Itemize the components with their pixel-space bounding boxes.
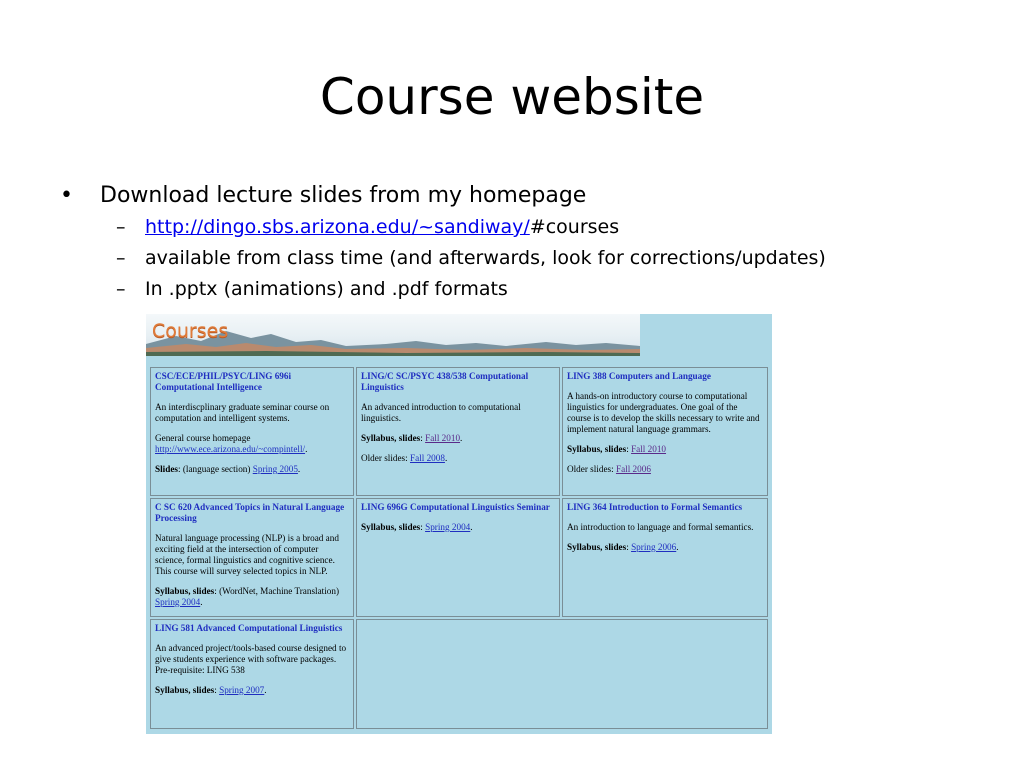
dash-marker: – <box>116 278 126 300</box>
course-syllabus: Syllabus, slides: Fall 2010. <box>360 433 463 443</box>
course-cell <box>150 498 354 617</box>
course-title[interactable]: LING 364 Introduction to Formal Semantics <box>566 502 743 512</box>
course-slides: Slides: (language section) Spring 2005. <box>155 464 301 474</box>
syllabus-label: Syllabus, slides <box>566 542 627 552</box>
course-older-slides <box>567 464 763 475</box>
syllabus-label: Syllabus, slides <box>155 685 215 695</box>
bullet-item <box>60 180 826 212</box>
course-cell <box>356 498 560 617</box>
course-title[interactable]: LING 388 Computers and Language <box>566 371 711 381</box>
syllabus-link[interactable]: Spring 2006 <box>631 542 677 552</box>
course-description <box>155 643 349 676</box>
course-syllabus: Syllabus, slides: Spring 2006. <box>566 542 679 552</box>
course-title[interactable]: C SC 620 Advanced Topics in Natural Language Processing <box>155 502 345 523</box>
slides-link[interactable]: Spring 2005 <box>252 464 298 474</box>
course-title[interactable]: CSC/ECE/PHIL/PSYC/LING 696i Computational Intelligence <box>155 371 292 392</box>
course-homepage-link[interactable]: http://www.ece.arizona.edu/~compintell/ <box>155 444 306 454</box>
syllabus-label: Syllabus, slides <box>155 586 215 596</box>
course-description: A hands-on introductory course to computational linguistics for undergraduates. One goal of the course is to develop the skills necessary to write and implement natural language grammars. <box>566 391 760 434</box>
courses-table <box>148 365 770 731</box>
course-cell <box>150 367 354 496</box>
syllabus-note: : (WordNet, Machine Translation) <box>214 586 340 596</box>
course-cell <box>562 367 768 496</box>
course-title[interactable]: LING/C SC/PSYC 438/538 Computational Linguistics <box>360 371 529 392</box>
course-cell <box>150 619 354 729</box>
sub-bullet-item <box>60 274 826 305</box>
older-slides-link[interactable]: Fall 2008 <box>409 453 445 463</box>
slide-title: Course website <box>319 68 705 126</box>
bullet-list <box>60 180 826 305</box>
bullet-text: Download lecture slides from my homepage <box>100 183 587 208</box>
course-cell <box>356 367 560 496</box>
course-prerequisite: Pre-requisite: LING 538 <box>155 665 245 675</box>
course-title[interactable]: LING 696G Computational Linguistics Seminar <box>360 502 550 512</box>
dash-marker: – <box>116 247 126 269</box>
syllabus-label: Syllabus, slides <box>566 444 627 454</box>
course-description: An introduction to language and formal semantics. <box>566 522 754 532</box>
sub-bullet-item <box>60 212 826 243</box>
slides-note: : (language section) <box>177 464 253 474</box>
older-slides-label: Older slides: <box>360 453 410 463</box>
course-description: Natural language processing (NLP) is a broad and exciting field at the intersection of computer science, formal linguistics and cognitive science. This course will survey selected topics in NLP. <box>155 533 339 576</box>
bullet-dot: • <box>60 183 73 208</box>
course-description: An advanced introduction to computational linguistics. <box>360 402 521 423</box>
empty-cell <box>356 619 768 729</box>
older-slides-link[interactable]: Fall 2006 <box>615 464 651 474</box>
course-syllabus: Syllabus, slides: Spring 2004. <box>360 522 473 532</box>
course-syllabus: Syllabus, slides: (WordNet, Machine Translation) Spring 2004. <box>155 586 340 607</box>
homepage-link[interactable]: http://dingo.sbs.arizona.edu/~sandiway/ <box>145 216 530 238</box>
older-slides-label: Older slides: <box>566 464 616 474</box>
syllabus-link[interactable]: Fall 2010 <box>631 444 667 454</box>
course-title[interactable]: LING 581 Advanced Computational Linguistics <box>155 623 343 633</box>
anchor-text: #courses <box>529 216 620 238</box>
course-description-text: An advanced project/tools-based course designed to give students experience with software packages. <box>155 643 347 664</box>
slides-label: Slides <box>155 464 178 474</box>
course-homepage: General course homepage http://www.ece.arizona.edu/~compintell/. <box>155 433 308 454</box>
courses-page-screenshot <box>146 314 772 734</box>
sub-bullet-item <box>60 243 826 274</box>
syllabus-link[interactable]: Spring 2004 <box>425 522 471 532</box>
syllabus-link[interactable]: Spring 2004 <box>155 597 201 607</box>
homepage-label: General course homepage <box>155 433 251 443</box>
dash-marker: – <box>116 216 126 238</box>
course-older-slides: Older slides: Fall 2008. <box>360 453 448 463</box>
syllabus-label: Syllabus, slides <box>360 433 421 443</box>
course-cell <box>562 498 768 617</box>
banner-title: Courses <box>152 320 229 342</box>
courses-banner <box>146 314 640 356</box>
sub-bullet-text: In .pptx (animations) and .pdf formats <box>145 278 508 300</box>
course-syllabus: Syllabus, slides: Fall 2010 <box>566 444 667 454</box>
syllabus-link[interactable]: Fall 2010 <box>425 433 461 443</box>
syllabus-link[interactable]: Spring 2007 <box>219 685 265 695</box>
course-description: An interdiscplinary graduate seminar course on computation and intelligent systems. <box>155 402 330 423</box>
sub-bullet-text: available from class time (and afterwards, look for corrections/updates) <box>145 247 826 269</box>
syllabus-label: Syllabus, slides <box>360 522 421 532</box>
course-syllabus: Syllabus, slides: Spring 2007. <box>155 685 267 695</box>
